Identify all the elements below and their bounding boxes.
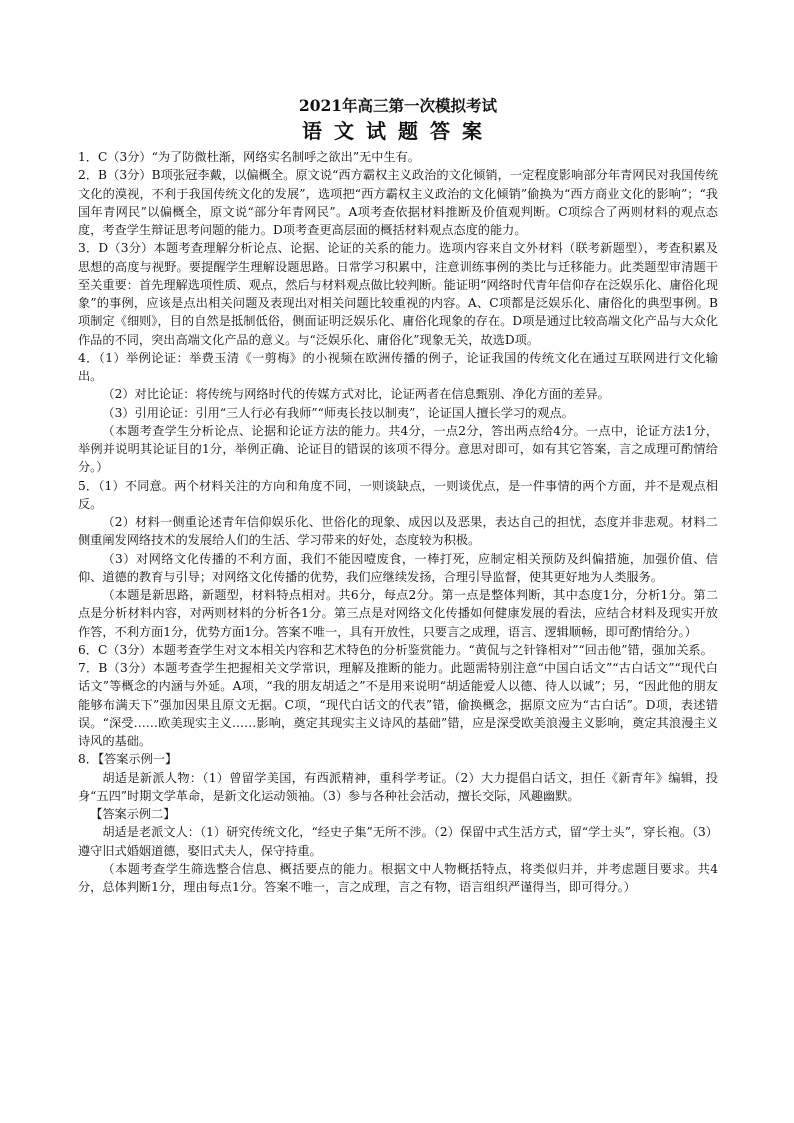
answer-paragraph: （3）引用论证：引用“三人行必有我师”“师夷长技以制夷”，论证国人擅长学习的观点。 bbox=[102, 405, 574, 420]
document-heading: 语文试题答案 bbox=[302, 119, 494, 143]
answer-paragraph: （2）对比论证：将传统与网络时代的传媒方式对比，论证两者在信息甄别、净化方面的差异。 bbox=[102, 387, 610, 402]
answer-paragraph: 5．（1）不同意。两个材料关注的方向和角度不同，一则谈缺点，一则谈优点，是一件事情的两个方面，并不是观点相反。 bbox=[78, 478, 718, 511]
answer-paragraph: （本题考查学生分析论点、论据和论证方法的能力。共4分，一点2分，答出两点给4分。一点中，论证方法1分，举例并说明其论证目的1分，举例正确、论证目的错误的该项不得分。意思对即可，如有其它答案，言之成理可酌情给分。） bbox=[78, 423, 718, 475]
answer-paragraph: 2．B（3分）B项张冠李戴，以偏概全。原文说“西方霸权主义政治的文化倾销，一定程度影响部分年青网民对我国传统文化的漠视，不利于我国传统文化的发展”，选项把“西方霸权主义政治的文化倾销”偷换为“西方商业文化的影响”；“我国年青网民”以偏概全，原文说“部分年青网民”。A项考查依据材料推断及价值观判断。C项综合了两则材料的观点态度，考查学生辩证思考问题的能力。D项考查更高层面的概括材料观点态度的能力。 bbox=[78, 168, 718, 237]
answer-paragraph: 3．D（3分）本题考查理解分析论点、论据、论证的关系的能力。选项内容来自文外材料（联考新题型），考查积累及思想的高度与视野。要提醒学生理解设题思路。日常学习积累中，注意训练事例的类比与迁移能力。此类题型审清题干至关重要：首先理解选项性质、观点，然后与材料观点做比较判断。能证明“网络时代青年信仰存在泛娱乐化、庸俗化现象”的事例，应该是点出相关问题及表现出对相关问题比较重视的内容。A、C项都是泛娱乐化、庸俗化的典型事例。B项制定《细则》，目的自然是抵制低俗，侧面证明泛娱乐化、庸俗化现象的存在。D项是通过比较高端文化产品与大众化作品的不同，突出高端文化产品的意义。与“泛娱乐化、庸俗化”现象无关，故选D项。 bbox=[78, 241, 718, 347]
answer-paragraph: 【答案示例二】 bbox=[90, 807, 176, 821]
answer-paragraph: （2）材料一侧重论述青年信仰娱乐化、世俗化的现象、成因以及恶果，表达自己的担忧，态度并非悲观。材料二侧重阐发网络技术的发展给人们的生活、学习带来的好处，态度较为积极。 bbox=[78, 515, 718, 548]
exam-title: 2021年高三第一次模拟考试 bbox=[298, 96, 498, 115]
answer-paragraph: 7．B（3分）本题考查学生把握相关文学常识，理解及推断的能力。此题需特别注意“中国白话文”“古白话文”“现代白话文”等概念的内涵与外延。A项，“我的朋友胡适之”不是用来说明“胡适能爱人以德、待人以诚”；另，“因此他的朋友能够布满天下”强加因果且原文无据。C项，“现代白话文的代表”错，偷换概念，据原文应为“古白话”。D项，表述错误。“深受……欧美现实主义……影响，奠定其现实主义诗风的基础”错，应是深受欧美浪漫主义影响，奠定其浪漫主义诗风的基础。 bbox=[78, 661, 718, 748]
answer-paragraph: 1．C（3分）“为了防微杜渐，网络实名制呼之欲出”无中生有。 bbox=[78, 150, 420, 164]
answer-sheet bbox=[78, 96, 718, 896]
answer-paragraph: （本题考查学生筛选整合信息、概括要点的能力。根据文中人物概括特点，将类似归并，并考虑题目要求。共4分，总体判断1分，理由每点1分。答案不唯一，言之成理，言之有物，语言组织严谨得当，即可得分。） bbox=[78, 861, 718, 894]
answer-paragraph: （本题是新思路，新题型，材料特点相对。共6分，每点2分。第一点是整体判断，其中态度1分，分析1分。第二点是分析材料内容，对两则材料的分析各1分。第三点是对网络文化传播如何健康发展的看法，应结合材料及现实开放作答，不利方面1分，优势方面1分。答案不唯一，具有开放性，只要言之成理，语言、逻辑顺畅，即可酌情给分。） bbox=[78, 588, 718, 639]
answer-paragraph: 6．C（3分）本题考查学生对文本相关内容和艺术特色的分析鉴赏能力。“黄侃与之针锋相对”“回击他”错，强加关系。 bbox=[78, 642, 713, 657]
answer-body bbox=[78, 148, 718, 896]
answer-paragraph: 4．（1）举例论证：举费玉清《一剪梅》的小视频在欧洲传播的例子，论证我国的传统文化在通过互联网进行文化输出。 bbox=[78, 350, 718, 383]
answer-paragraph: 8．【答案示例一】 bbox=[78, 752, 178, 767]
answer-paragraph: 胡适是新派人物：（1）曾留学美国，有西派精神，重科学考证。（2）大力提倡白话文，担任《新青年》编辑，投身“五四”时期文学革命，是新文化运动领袖。（3）参与各种社会活动，擅长交际，风趣幽默。 bbox=[78, 770, 718, 803]
answer-paragraph: 胡适是老派文人：（1）研究传统文化，“经史子集”无所不涉。（2）保留中式生活方式，留“学士头”，穿长袍。（3）遵守旧式婚姻道德，娶旧式夫人，保守持重。 bbox=[78, 825, 718, 858]
answer-paragraph: （3）对网络文化传播的不利方面，我们不能因噎废食，一棒打死，应制定相关预防及纠偏措施，加强价值、信仰、道德的教育与引导；对网络文化传播的优势，我们应继续发扬，合理引导监督，使其更好地为人类服务。 bbox=[78, 551, 718, 584]
